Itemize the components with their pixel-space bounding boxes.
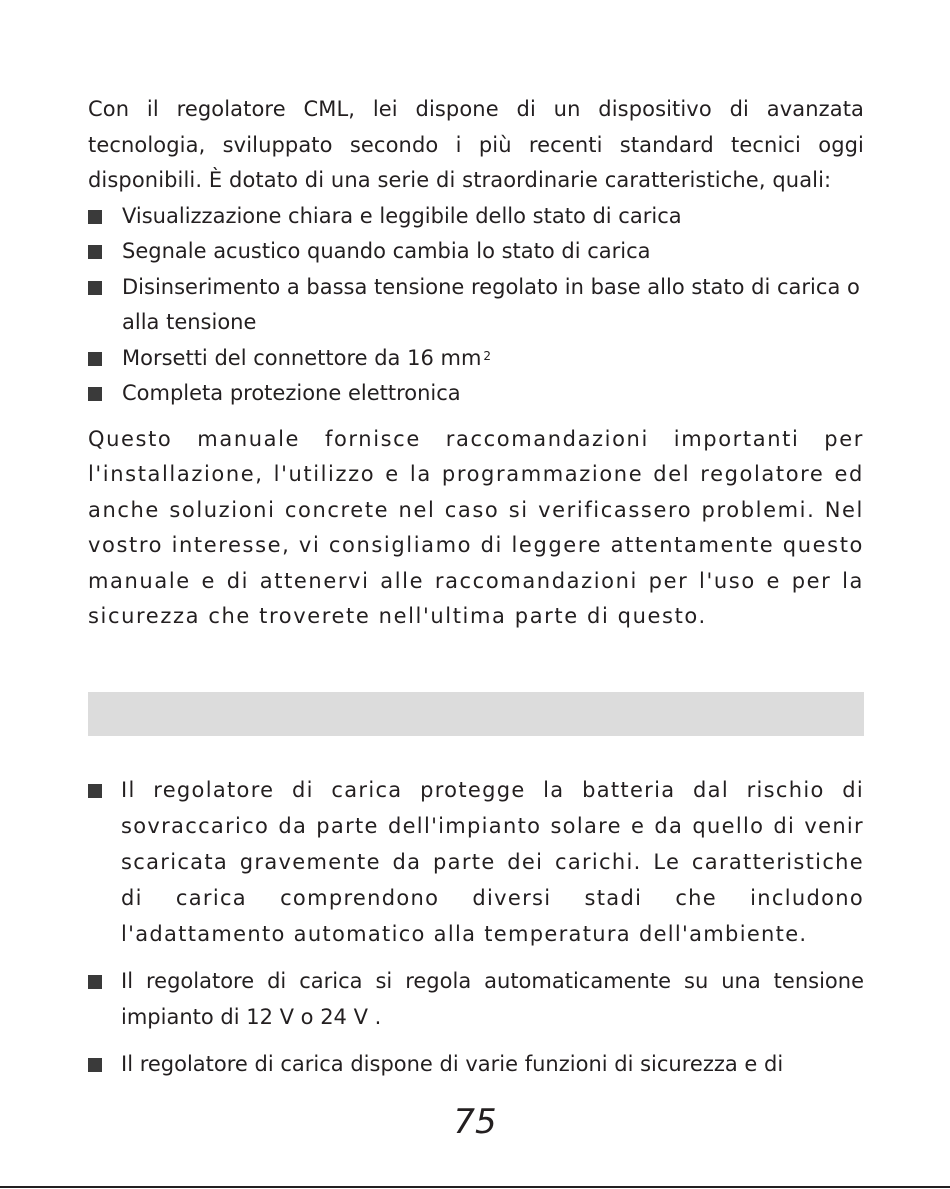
detail-text: Il regolatore di carica dispone di varie funzioni di sicurezza e di <box>121 1052 784 1076</box>
list-item <box>88 1046 864 1082</box>
list-item <box>88 234 864 270</box>
list-item <box>88 270 864 341</box>
detail-text: Il regolatore di carica si regola automaticamente su una tensione impianto di 12 V o 24 V . <box>121 969 864 1029</box>
manual-paragraph-text: Questo manuale fornisce raccomandazioni importanti per l'installazione, l'utilizzo e la programmazione del regolatore ed anche soluzioni concrete nel caso si verificassero problemi. Nel vostro interesse, vi consigliamo di leggere attentamente questo manuale e di attenervi alle raccomandazioni per l'uso e per la sicurezza che troverete nell'ultima parte di questo. <box>88 426 864 628</box>
intro-paragraph: Con il regolatore CML, lei dispone di un dispositivo di avanzata tecnologia, sviluppato secondo i più recenti standard tecnici oggi disponibili. È dotato di una serie di straordinarie caratteristiche, quali: <box>88 97 864 192</box>
square-bullet-icon <box>88 281 102 295</box>
bottom-rule <box>0 1186 950 1188</box>
list-item <box>88 963 864 1035</box>
square-bullet-icon <box>88 784 102 798</box>
feature-text: Visualizzazione chiara e leggibile dello stato di carica <box>122 203 682 228</box>
square-bullet-icon <box>88 975 102 989</box>
superscript-squared: 2 <box>483 348 492 363</box>
page-content <box>88 92 864 635</box>
square-bullet-icon <box>88 210 102 224</box>
list-item <box>88 772 864 952</box>
page-number: 75 <box>453 1102 497 1142</box>
manual-paragraph <box>88 422 864 635</box>
list-item <box>88 341 864 377</box>
square-bullet-icon <box>88 1058 102 1072</box>
detail-list <box>88 772 864 1093</box>
feature-list <box>88 199 864 412</box>
feature-text: Completa protezione elettronica <box>122 381 461 405</box>
feature-text: Segnale acustico quando cambia lo stato di carica <box>122 239 651 263</box>
square-bullet-icon <box>88 245 102 259</box>
square-bullet-icon <box>88 352 102 366</box>
detail-text: Il regolatore di carica protegge la batteria dal rischio di sovraccarico da parte dell'impianto solare e da quello di venir scaricata gravemente da parte dei carichi. Le caratteristiche di carica comprendono diversi stadi che includono l'adattamento automatico alla temperatura dell'ambiente. <box>121 778 864 946</box>
feature-text: Morsetti del connettore da 16 mm <box>122 345 482 370</box>
square-bullet-icon <box>88 387 102 401</box>
feature-text: Disinserimento a bassa tensione regolato in base allo stato di carica o alla tensione <box>122 274 860 334</box>
list-item <box>88 376 864 412</box>
list-item <box>88 199 864 235</box>
section-heading-bar <box>88 692 864 736</box>
